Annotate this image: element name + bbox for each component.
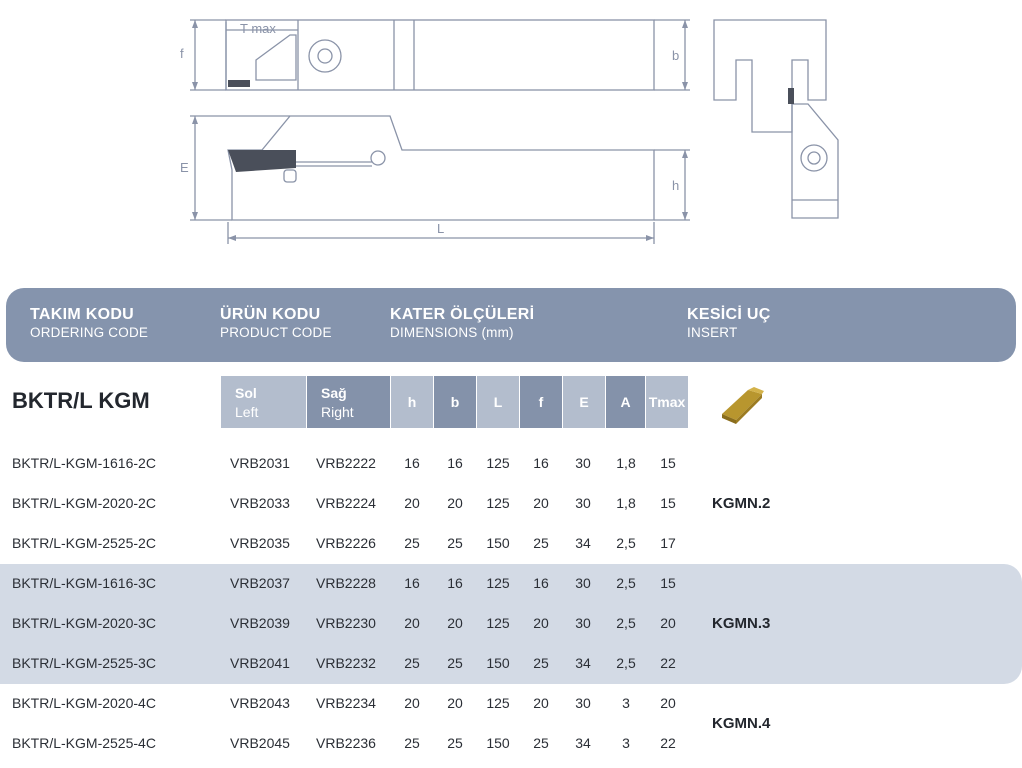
dimension-cell: 125 [486,455,510,471]
dimension-cell: 125 [486,695,510,711]
front-view-top [714,20,826,132]
product-code-cell: VRB2222 [316,455,376,471]
insert-image [718,384,766,424]
header-ordering-code: TAKIM KODU ORDERING CODE [30,306,149,340]
dimension-cell: 25 [533,735,549,751]
ordering-code-cell: BKTR/L-KGM-2525-4C [12,735,156,751]
dimension-cell: 125 [486,575,510,591]
dimension-cell: 3 [622,735,630,751]
ordering-code-cell: BKTR/L-KGM-2525-3C [12,655,156,671]
dimension-cell: 16 [404,455,420,471]
dim-b-label: b [672,48,680,63]
product-code-cell: VRB2037 [230,575,290,591]
insert-code-kgmn4: KGMN.4 [712,715,771,732]
product-code-cell: VRB2236 [316,735,376,751]
dimension-cell: 20 [533,495,549,511]
subheader-right: Sağ Right [307,376,390,428]
dimension-cell: 20 [660,695,676,711]
dimension-cell: 2,5 [616,615,636,631]
ordering-code-cell: BKTR/L-KGM-2020-4C [12,695,156,711]
dimension-cell: 16 [533,575,549,591]
dimension-cell: 1,8 [616,455,636,471]
dimension-cell: 2,5 [616,535,636,551]
dimension-cell: 150 [486,655,510,671]
dimension-cell: 17 [660,535,676,551]
ordering-code-cell: BKTR/L-KGM-2020-2C [12,495,156,511]
ordering-code-cell: BKTR/L-KGM-2020-3C [12,615,156,631]
product-code-cell: VRB2039 [230,615,290,631]
dimension-cell: 2,5 [616,575,636,591]
dimension-cell: 30 [575,695,591,711]
header-insert: KESİCİ UÇ INSERT [687,306,771,340]
dimension-cell: 16 [533,455,549,471]
dimension-cell: 150 [486,535,510,551]
dimension-cell: 2,5 [616,655,636,671]
dim-h-label: h [672,178,680,193]
subheader-f: f [520,376,562,428]
front-view-side [792,104,838,218]
product-code-cell: VRB2033 [230,495,290,511]
product-code-cell: VRB2224 [316,495,376,511]
technical-drawing [0,0,1022,260]
dim-e-label: E [180,160,189,175]
product-code-cell: VRB2234 [316,695,376,711]
dim-tmax-label: T max [240,21,276,36]
dimension-cell: 20 [404,695,420,711]
insert-code-kgmn2: KGMN.2 [712,495,771,512]
dimension-cell: 25 [447,535,463,551]
dimension-cell: 20 [447,695,463,711]
dimension-cell: 1,8 [616,495,636,511]
subheader-e: E [563,376,605,428]
product-code-cell: VRB2035 [230,535,290,551]
dimension-cell: 16 [447,575,463,591]
dimension-cell: 25 [447,655,463,671]
insert-code-kgmn3: KGMN.3 [712,615,771,632]
dimension-cell: 30 [575,495,591,511]
ordering-code-cell: BKTR/L-KGM-1616-3C [12,575,156,591]
dimension-cell: 150 [486,735,510,751]
product-code-cell: VRB2232 [316,655,376,671]
ordering-code-cell: BKTR/L-KGM-2525-2C [12,535,156,551]
product-code-cell: VRB2041 [230,655,290,671]
dim-l-label: L [437,221,445,236]
product-code-cell: VRB2226 [316,535,376,551]
subheader-l: L [477,376,519,428]
dimension-cell: 34 [575,655,591,671]
dimension-cell: 34 [575,535,591,551]
dimension-cell: 20 [533,695,549,711]
dimension-cell: 30 [575,575,591,591]
dimension-cell: 16 [447,455,463,471]
product-code-cell: VRB2228 [316,575,376,591]
header-dimensions: KATER ÖLÇÜLERİ DIMENSIONS (mm) [390,306,535,340]
subheader-b: b [434,376,476,428]
dimension-cell: 25 [533,655,549,671]
dimension-cell: 20 [447,615,463,631]
subheader-a: A [606,376,645,428]
subheader-h: h [391,376,433,428]
dimension-cell: 22 [660,655,676,671]
dimension-cell: 3 [622,695,630,711]
subheader-tmax: Tmax [646,376,688,428]
dimension-cell: 30 [575,615,591,631]
dimension-cell: 15 [660,495,676,511]
dimension-cell: 25 [447,735,463,751]
product-code-cell: VRB2045 [230,735,290,751]
dimension-cell: 20 [404,495,420,511]
dim-f-label: f [180,46,184,61]
dimension-cell: 15 [660,455,676,471]
dimension-cell: 125 [486,615,510,631]
header-product-code: ÜRÜN KODU PRODUCT CODE [220,306,332,340]
dimension-cell: 20 [404,615,420,631]
dimension-cell: 25 [404,535,420,551]
dimension-cell: 25 [404,735,420,751]
dimension-cell: 15 [660,575,676,591]
ordering-code-cell: BKTR/L-KGM-1616-2C [12,455,156,471]
product-code-cell: VRB2031 [230,455,290,471]
dimension-cell: 125 [486,495,510,511]
product-code-cell: VRB2043 [230,695,290,711]
dimension-cell: 22 [660,735,676,751]
product-code-cell: VRB2230 [316,615,376,631]
dimension-cell: 25 [533,535,549,551]
product-family-title: BKTR/L KGM [12,388,150,413]
dimension-cell: 20 [660,615,676,631]
dimension-cell: 16 [404,575,420,591]
clamp-screw-top [309,40,341,72]
dimension-cell: 34 [575,735,591,751]
subheader-left: Sol Left [221,376,306,428]
dimension-cell: 25 [404,655,420,671]
dimension-cell: 30 [575,455,591,471]
dimension-cell: 20 [447,495,463,511]
dimension-cell: 20 [533,615,549,631]
table-header-bar [6,288,1016,362]
